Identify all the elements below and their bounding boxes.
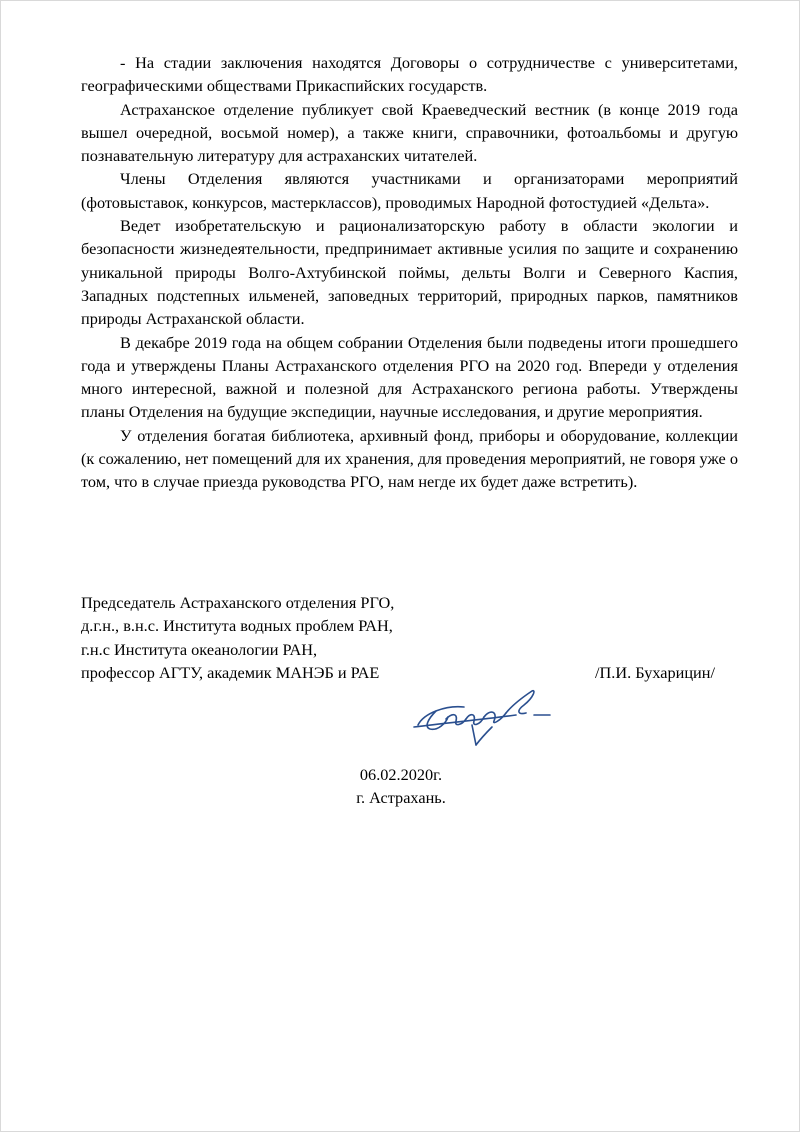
paragraph-members: Члены Отделения являются участниками и организаторами мероприятий (фотовыставок, конкурсов, мастерклассов), проводимых Народной фотостудией «Дельта».	[81, 169, 738, 212]
signatory-institute: г.н.с Института океанологии РАН,	[81, 639, 318, 659]
signatory-academic-titles: профессор АГТУ, академик МАНЭБ и РАЕ	[81, 662, 380, 682]
signatory-professor-line	[81, 661, 741, 684]
paragraph-publications: Астраханское отделение публикует свой Краеведческий вестник (в конце 2019 года вышел очередной, восьмой номер), а также книги, справочники, фотоальбомы и другую познавательную литературу для астраханских читателей.	[81, 99, 738, 166]
paragraph-meeting: В декабре 2019 года на общем собрании Отделения были подведены итоги прошедшего года и утверждены Планы Астраханского отделения РГО на 2020 год. Впереди у отделения много интересной, важной и полезной для Астраханского региона работы. Утверждены планы Отделения на будущие экспедиции, научные исследования, и другие мероприятия.	[81, 332, 738, 422]
document-place: г. Астрахань.	[356, 788, 446, 808]
signatory-title: Председатель Астраханского отделения РГО,	[81, 593, 395, 612]
signatory-degree: д.г.н., в.н.с. Института водных проблем РАН,	[81, 616, 393, 636]
paragraph-ecology: Ведет изобретательскую и рационализаторскую работу в области экологии и безопасности жизнедеятельности, предпринимает активные усилия по защите и сохранению уникальной природы Волго-Ахтубинской поймы, дельты Волги и Северного Каспия, Западных подстепных ильменей, заповедных территорий, природных парков, памятников природы Астраханской области.	[81, 216, 738, 329]
signatory-name: /П.И. Бухарицин/	[595, 662, 716, 682]
signatory-block	[81, 591, 741, 684]
paragraph-agreements: - На стадии заключения находятся Договоры о сотрудничестве с университетами, географическими обществами Прикаспийских государств.	[81, 53, 738, 96]
document-body	[81, 51, 738, 494]
handwritten-signature	[406, 683, 561, 758]
document-date: 06.02.2020г.	[359, 765, 443, 784]
date-place-block	[301, 763, 501, 810]
paragraph-library: У отделения богатая библиотека, архивный фонд, приборы и оборудование, коллекции (к сожалению, нет помещений для их хранения, для проведения мероприятий, не говоря уже о том, что в случае приезда руководства РГО, нам негде их будет даже встретить).	[81, 425, 738, 492]
